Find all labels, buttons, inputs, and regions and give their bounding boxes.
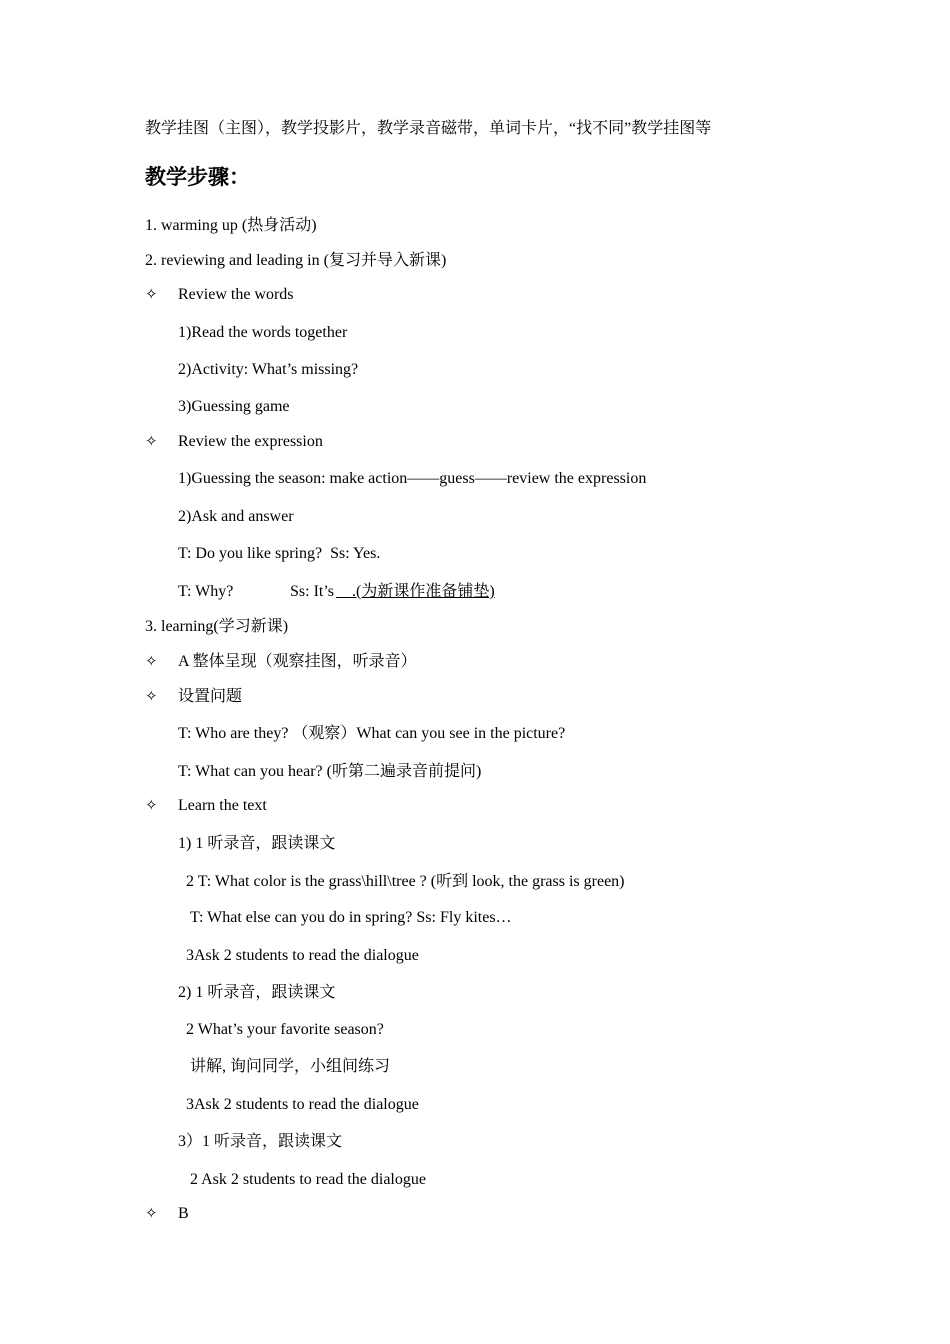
sub-item: 2 T: What color is the grass\hill\tree ? (听到 look, the grass is green)	[186, 873, 625, 890]
sub-item: T: Do you like spring? Ss: Yes.	[178, 545, 381, 562]
step-learning: 3. learning(学习新课)	[145, 618, 289, 635]
bullet-diamond-icon: ✧	[145, 798, 158, 814]
bullet-diamond-icon: ✧	[145, 654, 158, 670]
bullet-diamond-icon: ✧	[145, 434, 158, 450]
bullet-questions: 设置问题	[178, 688, 243, 705]
sub-item: 3Ask 2 students to read the dialogue	[186, 947, 419, 964]
sub-item: 2 Ask 2 students to read the dialogue	[190, 1171, 426, 1188]
sub-item: 2 What’s your favorite season?	[186, 1021, 384, 1038]
bullet-review-expression: Review the expression	[178, 433, 323, 450]
sub-item: 3)Guessing game	[178, 398, 290, 415]
sub-item-its: Ss: It’s	[290, 583, 335, 600]
sub-item: 讲解, 询问同学，小组间练习	[190, 1058, 391, 1075]
sub-item: 3）1 听录音，跟读课文	[178, 1133, 343, 1150]
sub-item: T: What can you hear? (听第二遍录音前提问)	[178, 763, 482, 780]
bullet-diamond-icon: ✧	[145, 689, 158, 705]
steps-heading: 教学步骤：	[145, 165, 250, 189]
sub-item: 2)Activity: What’s missing?	[178, 361, 359, 378]
bullet-review-words: Review the words	[178, 286, 294, 303]
bullet-learn-text: Learn the text	[178, 797, 267, 814]
sub-item: 2)Ask and answer	[178, 508, 294, 525]
bullet-present: A 整体呈现（观察挂图，听录音）	[178, 653, 417, 670]
materials-line: 教学挂图（主图），教学投影片，教学录音磁带，单词卡片，“找不同”教学挂图等	[145, 120, 712, 137]
bullet-diamond-icon: ✧	[145, 1206, 158, 1222]
bullet-b: B	[178, 1205, 189, 1222]
sub-item-why: T: Why?	[178, 583, 234, 600]
sub-item: 1) 1 听录音，跟读课文	[178, 835, 336, 852]
sub-item: T: What else can you do in spring? Ss: Fly kites…	[190, 909, 512, 926]
sub-item: 1)Read the words together	[178, 324, 348, 341]
sub-item: 2) 1 听录音，跟读课文	[178, 984, 336, 1001]
bullet-diamond-icon: ✧	[145, 287, 158, 303]
sub-item: T: Who are they? （观察）What can you see in the picture?	[178, 725, 566, 742]
step-warming-up: 1. warming up (热身活动)	[145, 217, 317, 234]
sub-item: 3Ask 2 students to read the dialogue	[186, 1096, 419, 1113]
sub-item: 1)Guessing the season: make action——guess——review the expression	[178, 470, 647, 487]
step-reviewing: 2. reviewing and leading in (复习并导入新课)	[145, 252, 447, 269]
sub-item-blank: .(为新课作准备铺垫)	[336, 583, 495, 600]
